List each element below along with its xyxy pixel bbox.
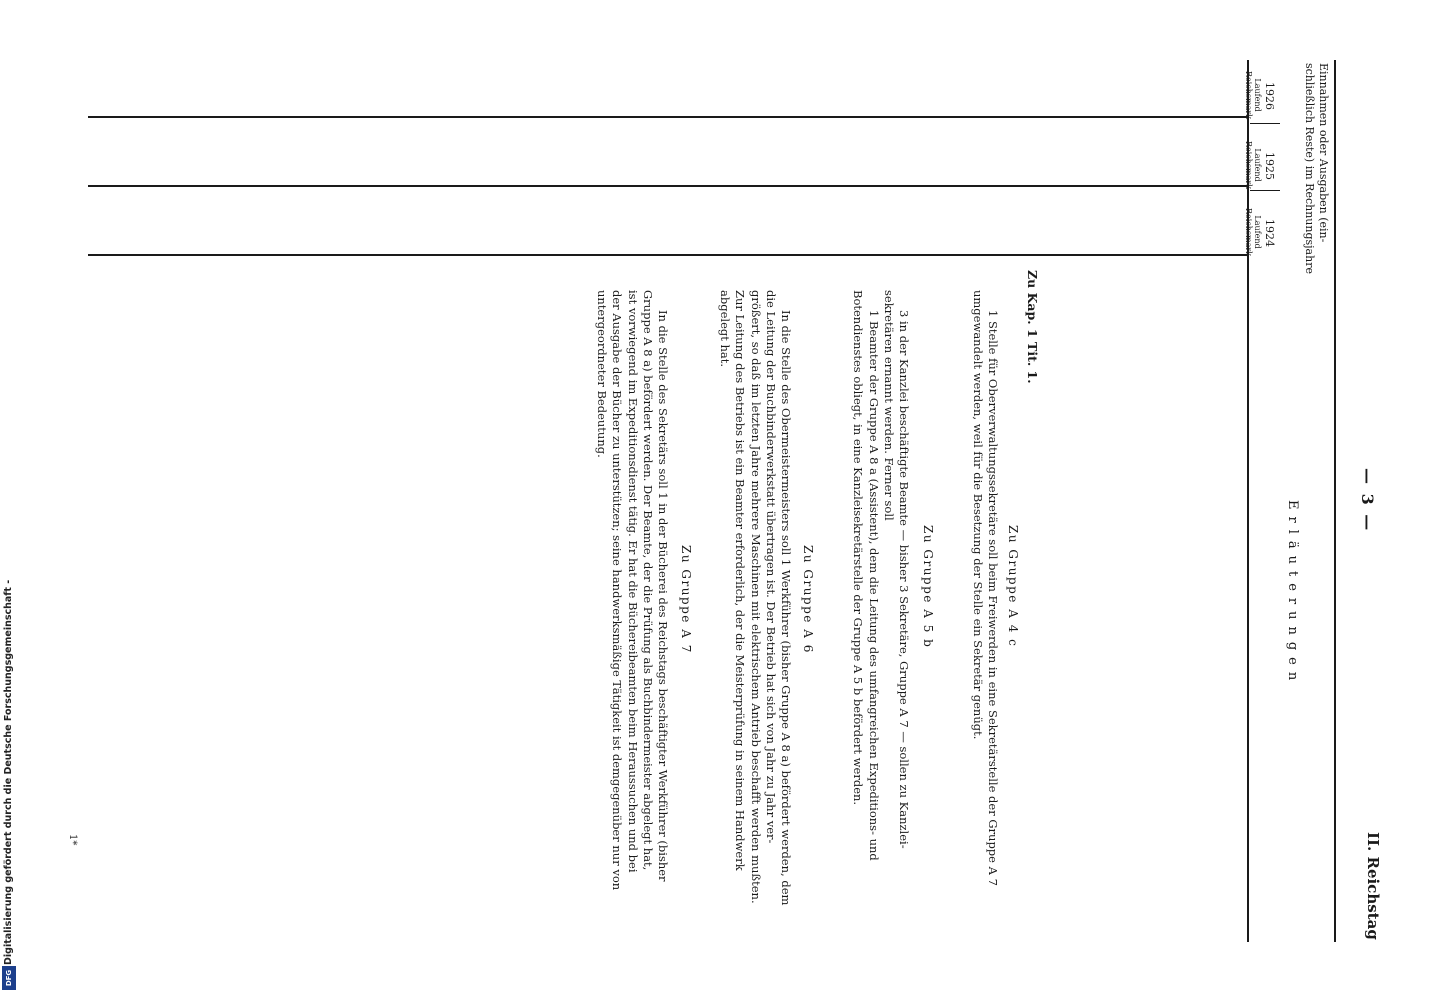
section-body-a6: [717, 290, 793, 942]
section-body-a7: [594, 290, 670, 942]
body-line: abgelegt hat.: [718, 290, 733, 368]
column-unit-1925: [1244, 140, 1262, 190]
section-heading-a4c: Zu Gruppe A 4 c: [1006, 525, 1020, 648]
body-line: 1 Stelle für Oberverwaltungssekretäre soll beim Freiwerden in eine Sekretärstelle der Gruppe A 7: [986, 310, 1000, 886]
dfg-logo: [2, 966, 16, 990]
section-body-a4c: [970, 290, 1000, 942]
dfg-logo-text: DFG: [5, 969, 13, 987]
body-line: Zur Leitung des Betriebs ist ein Beamter erforderlich, der die Meisterprüfung in seinem Handwerk: [733, 290, 748, 871]
column-rule-1925: [88, 185, 1248, 187]
table-caption-line-1: Einnahmen oder Ausgaben (ein-: [1317, 63, 1330, 243]
column-head-1924: [1263, 210, 1276, 256]
credit-text: Digitalisierung gefördert durch die Deutsche Forschungsgemeinschaft -: [3, 579, 14, 965]
column-year: 1925: [1263, 152, 1276, 180]
body-line: sekretären ernannt werden. Ferner soll: [881, 290, 896, 521]
column-year: 1926: [1263, 82, 1276, 110]
column-unit-line1: Laufend: [1253, 215, 1262, 249]
column-head-1925: [1263, 143, 1276, 189]
body-line: umgewandelt werden, weil für die Besetzung der Stelle ein Sekretär genügt.: [970, 290, 985, 740]
table-right-border: [1334, 60, 1336, 942]
digitization-credit: [3, 580, 14, 965]
body-line: die Leitung der Buchbinderwerkstatt übertragen ist. Der Betrieb hat sich von Jahr zu Jahr ver-: [763, 290, 778, 844]
body-line: In die Stelle des Obermeistermeisters soll 1 Werkführer (bisher Gruppe A 8 a) befördert werden, dem: [779, 310, 793, 906]
column-unit-line2: Reichsmark: [1244, 207, 1253, 257]
body-line: In die Stelle des Sekretärs soll 1 in der Bücherei des Reichstags beschäftigter Werkführer (bisher: [656, 310, 670, 882]
body-line: größert, so daß im letzten Jahre mehrere Maschinen mit elektrischem Antrieb beschafft werden mußten.: [748, 290, 763, 904]
section-title: II. Reichstag: [1364, 832, 1382, 940]
column-unit-line1: Laufend: [1253, 148, 1262, 182]
column-rule-1926: [88, 116, 1248, 118]
chapter-heading: Zu Kap. 1 Tit. 1.: [1025, 270, 1040, 384]
table-header-rule: [1247, 60, 1249, 942]
column-unit-1926: [1244, 70, 1262, 120]
column-rule-1924: [88, 254, 1248, 256]
header-col-divider-1: [1250, 123, 1280, 124]
section-heading-a6: Zu Gruppe A 6: [801, 545, 815, 654]
column-unit-line2: Reichsmark: [1244, 70, 1253, 120]
section-heading-a5b: Zu Gruppe A 5 b: [921, 525, 935, 649]
section-body-a5b: [850, 290, 911, 942]
body-line: 1 Beamter der Gruppe A 8 a (Assistent), dem die Leitung des umfangreichen Expeditions- und: [866, 310, 881, 861]
body-line: untergeordneter Bedeutung.: [595, 290, 610, 458]
body-line: ist vorwiegend im Expeditionsdienst tätig. Er hat die Büchereibeamten beim Heraussuchen und bei: [625, 290, 640, 873]
column-unit-1924: [1244, 207, 1262, 257]
page-title: Erläuterungen: [1285, 500, 1300, 688]
body-line: der Ausgabe der Bücher zu unterstützen; seine handwerksmäßige Tätigkeit ist demgegenüber nur von: [610, 290, 625, 891]
table-caption: [1302, 63, 1330, 274]
column-year: 1924: [1263, 219, 1276, 247]
body-line: Gruppe A 8 a) befördert werden. Der Beamte, der die Prüfung als Buchbindermeister abgelegt hat,: [640, 290, 655, 871]
column-head-1926: [1263, 73, 1276, 119]
header-col-divider-2: [1250, 190, 1280, 191]
section-heading-a7: Zu Gruppe A 7: [679, 545, 693, 654]
body-line: 3 in der Kanzlei beschäftigte Beamte — bisher 3 Sekretäre, Gruppe A 7 — sollen zu Kanzlei-: [897, 310, 911, 849]
column-unit-line2: Reichsmark: [1244, 140, 1253, 190]
column-unit-line1: Laufend: [1253, 78, 1262, 112]
signature-mark: 1*: [67, 834, 78, 846]
table-caption-line-2: schließlich Reste) im Rechnungsjahre: [1303, 63, 1316, 274]
page-number: — 3 —: [1358, 468, 1377, 533]
body-line: Botendienstes obliegt, in eine Kanzleisekretärstelle der Gruppe A 5 b befördert werden.: [851, 290, 866, 806]
